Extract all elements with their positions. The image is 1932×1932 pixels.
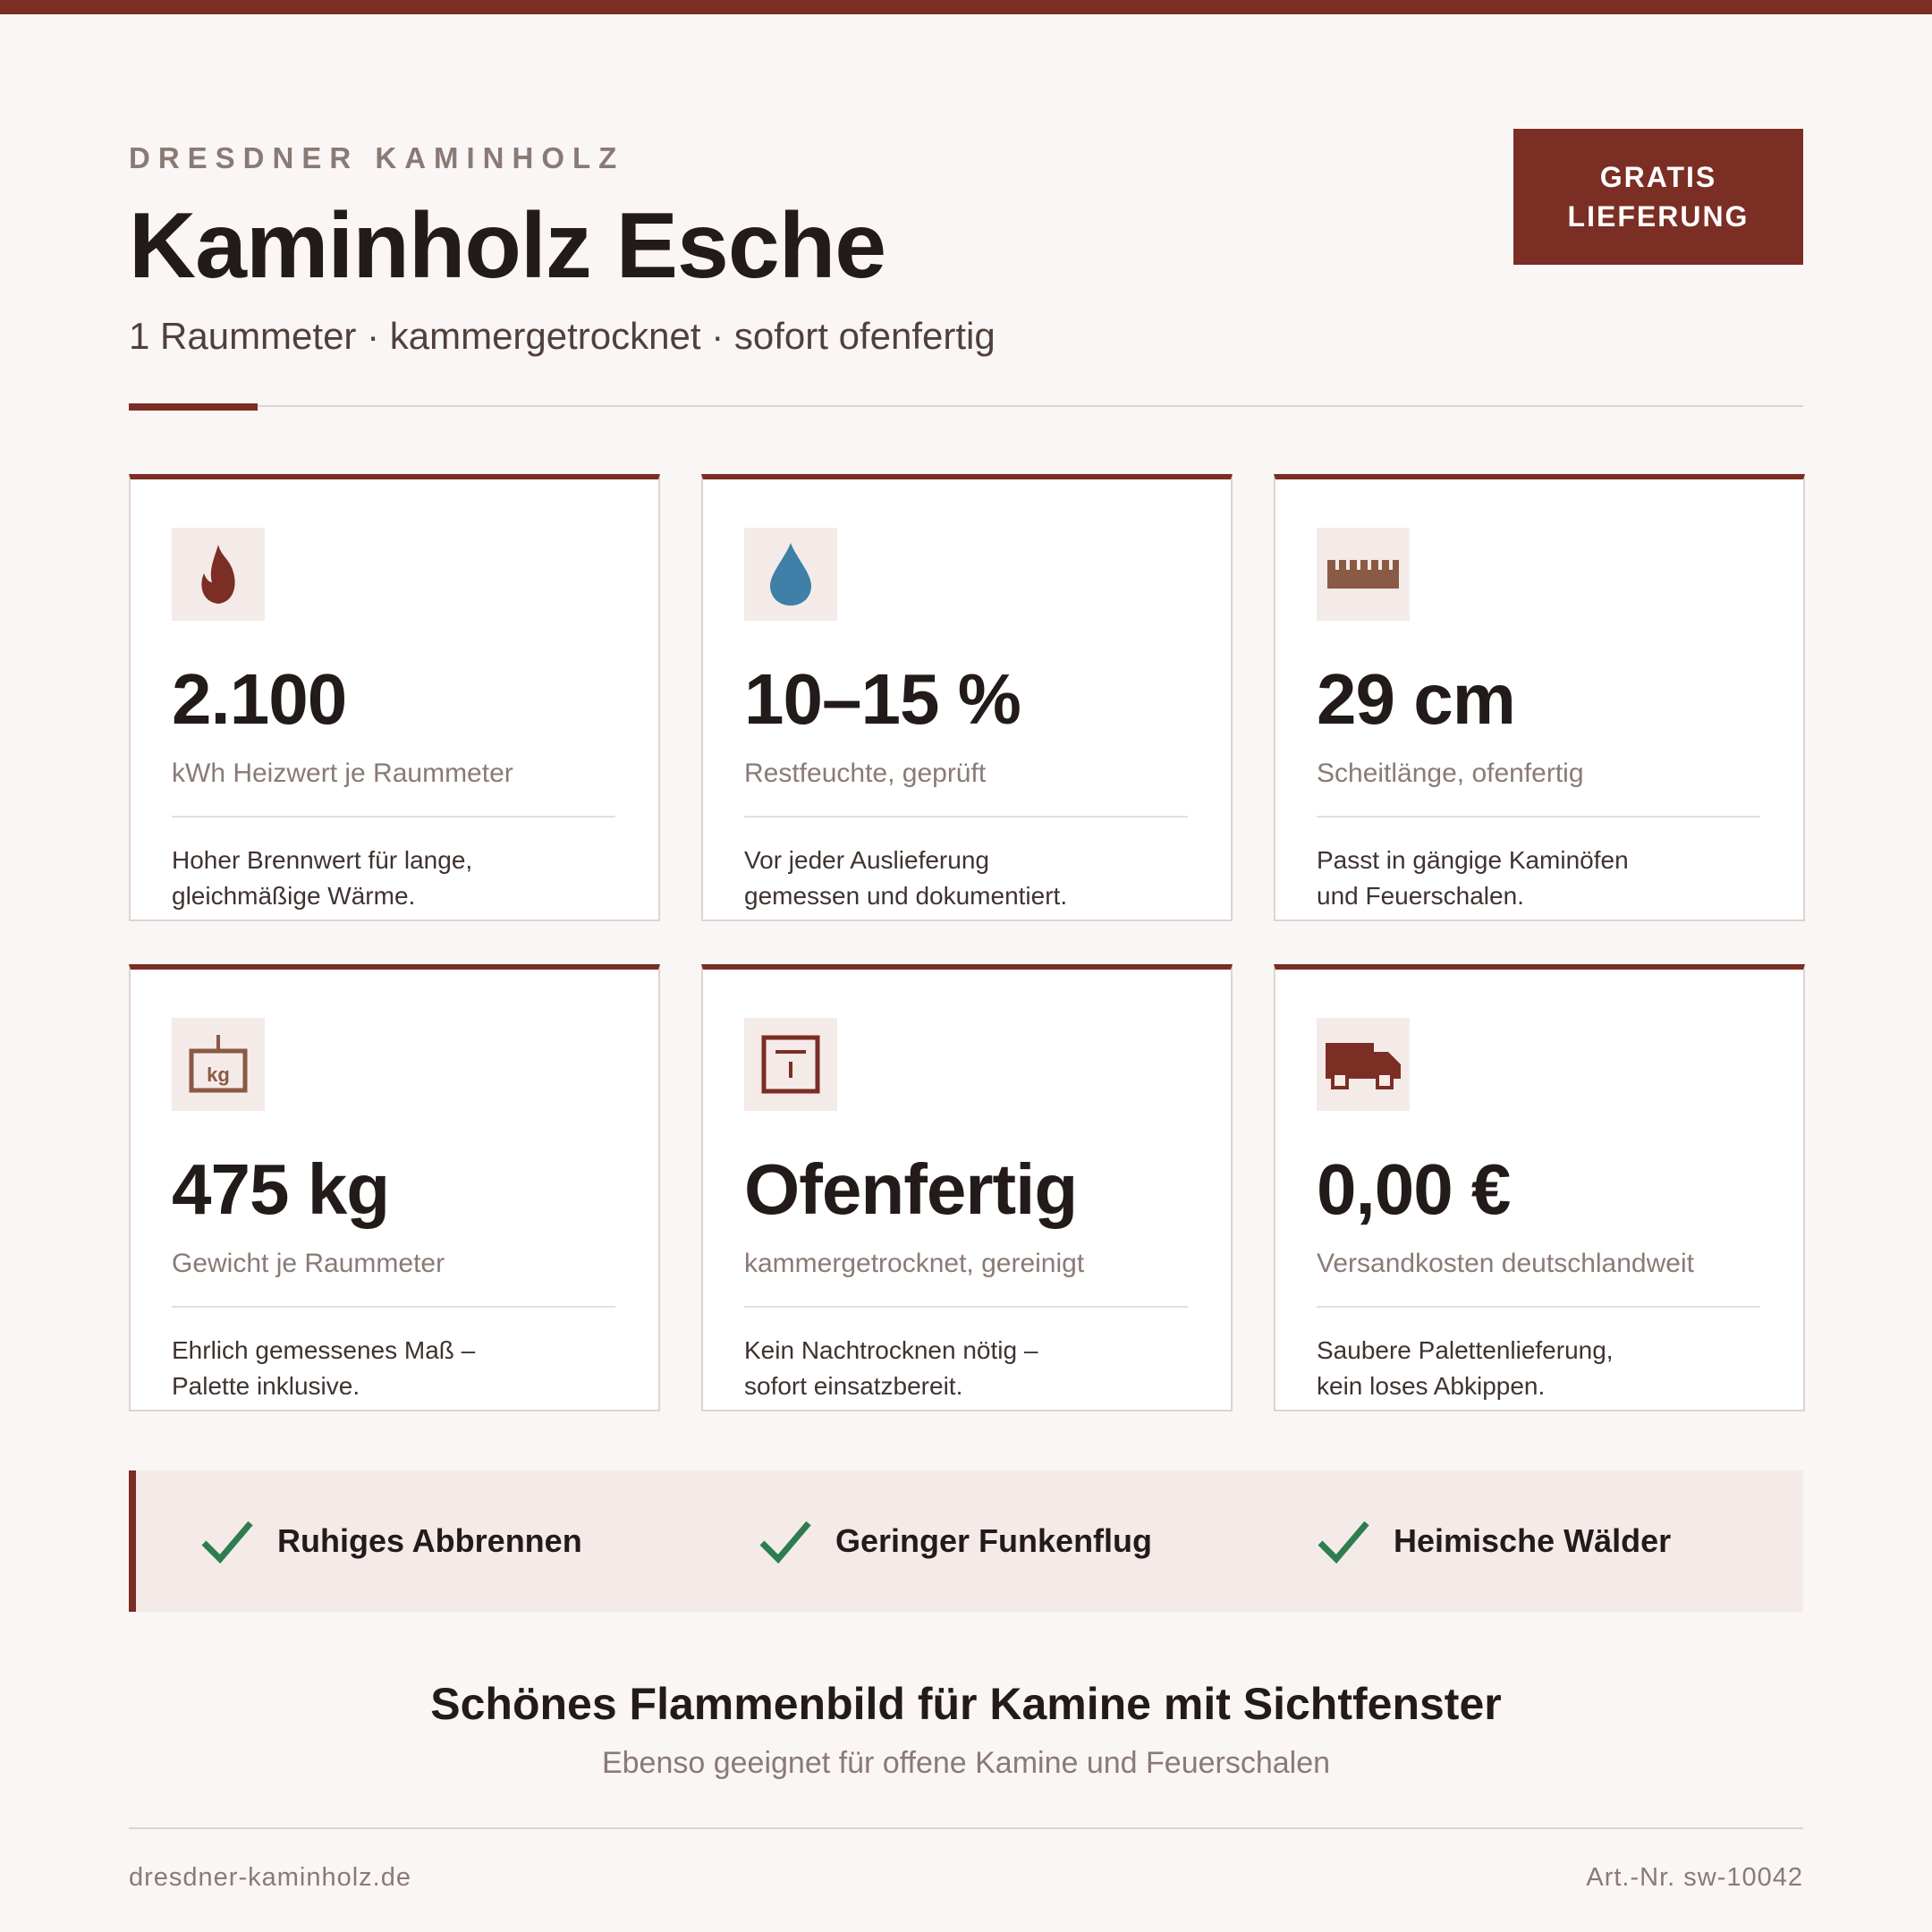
free-delivery-badge [1513,129,1803,265]
benefit-label: Ruhiges Abbrennen [277,1522,582,1559]
card-description [172,1333,530,1404]
oven-icon [744,1018,837,1111]
card-description [744,1333,1102,1404]
header-divider-accent [129,403,258,411]
checkmark-icon [758,1518,812,1564]
feature-card-heating-value [129,474,660,921]
scale-icon-text: kg [207,1063,230,1086]
card-description-line: Passt in gängige Kaminöfen [1317,846,1629,874]
feature-card-log-length [1274,474,1805,921]
feature-card-moisture [701,474,1233,921]
card-description-line: Kein Nachtrocknen nötig – [744,1336,1038,1364]
card-label: Scheitlänge, ofenfertig [1317,758,1584,788]
benefit-label: Geringer Funkenflug [835,1522,1153,1559]
card-description-line: sofort einsatzbereit. [744,1372,963,1400]
card-divider [744,1306,1188,1308]
page-title: Kaminholz Esche [129,194,886,298]
card-description-line: kein loses Abkippen. [1317,1372,1546,1400]
card-divider [172,1306,615,1308]
card-divider [1317,816,1760,818]
card-description-line: Vor jeder Auslieferung [744,846,989,874]
card-label: Restfeuchte, geprüft [744,758,987,788]
feature-card-oven-ready [701,964,1233,1411]
benefit-item [1317,1470,1671,1612]
card-description-line: Hoher Brennwert für lange, [172,846,473,874]
benefit-label: Heimische Wälder [1394,1522,1672,1559]
card-description [1317,843,1674,914]
footer-website: dresdner-kaminholz.de [129,1863,411,1892]
card-divider [744,816,1188,818]
card-description-line: und Feuerschalen. [1317,882,1524,910]
card-label: kammergetrocknet, gereinigt [744,1249,1085,1278]
card-description [1317,1333,1674,1404]
water-drop-icon [744,528,837,621]
checkmark-icon [200,1518,254,1564]
card-value: 0,00 € [1317,1149,1511,1229]
ruler-icon [1317,528,1410,621]
badge-line-1: GRATIS [1599,161,1717,193]
bottom-headline: Schönes Flammenbild für Kamine mit Sichtfenster [430,1679,1502,1729]
footer-article-number: Art.-Nr. sw-10042 [1586,1863,1803,1892]
truck-icon [1317,1018,1410,1111]
page-subtitle: 1 Raummeter · kammergetrocknet · sofort ofenfertig [129,315,996,357]
header-divider [129,405,1803,407]
card-label: Gewicht je Raummeter [172,1249,445,1278]
flame-icon [172,528,265,621]
card-description [172,843,530,914]
card-value: 10–15 % [744,659,1021,739]
benefit-item [200,1470,582,1612]
top-accent-bar [0,0,1932,14]
feature-card-shipping [1274,964,1805,1411]
benefit-item [758,1470,1152,1612]
card-label: Versandkosten deutschlandweit [1317,1249,1694,1278]
weight-scale-icon [172,1018,265,1111]
card-description-line: Ehrlich gemessenes Maß – [172,1336,476,1364]
card-value: 2.100 [172,659,347,739]
card-divider [172,816,615,818]
bottom-subline: Ebenso geeignet für offene Kamine und Feuerschalen [601,1746,1331,1780]
card-description-line: gleichmäßige Wärme. [172,882,416,910]
card-value: Ofenfertig [744,1149,1078,1229]
feature-card-weight [129,964,660,1411]
card-divider [1317,1306,1760,1308]
card-value: 29 cm [1317,659,1515,739]
brand-name: DRESDNER KAMINHOLZ [129,141,625,174]
card-description [744,843,1102,914]
card-value: 475 kg [172,1149,390,1229]
card-description-line: Saubere Palettenlieferung, [1317,1336,1614,1364]
benefits-strip [129,1470,1803,1612]
checkmark-icon [1317,1518,1370,1564]
card-description-line: Palette inklusive. [172,1372,360,1400]
footer-divider [129,1827,1803,1829]
card-label: kWh Heizwert je Raummeter [172,758,513,788]
card-description-line: gemessen und dokumentiert. [744,882,1068,910]
badge-line-2: LIEFERUNG [1567,200,1750,233]
